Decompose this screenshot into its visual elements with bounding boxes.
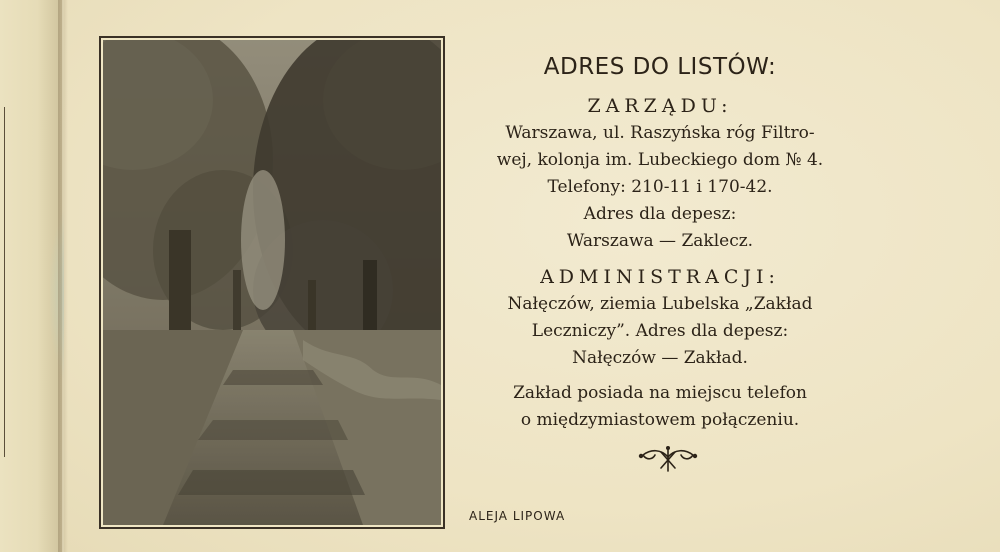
left-page <box>0 0 62 552</box>
management-line: Telefony: 210-11 i 170-42. <box>547 177 773 197</box>
left-page-rule <box>4 107 5 457</box>
floral-ornament-icon <box>637 443 699 477</box>
management-line: Warszawa, ul. Raszyńska róg Filtro- <box>505 123 815 143</box>
administration-line: Nałęczów, ziemia Lubelska „Zakład <box>507 294 813 314</box>
management-line: Warszawa — Zaklecz. <box>566 231 754 251</box>
administration-line: Leczniczy”. Adres dla depesz: <box>531 321 789 341</box>
administration-line: Nałęczów — Zakład. <box>572 348 748 368</box>
alley-photo <box>99 36 445 529</box>
alley-photo-image <box>103 40 441 525</box>
address-block <box>470 50 850 434</box>
address-heading: ADRES DO LISTÓW: <box>543 54 777 80</box>
telephone-note-line: o międzymiastowem połączeniu. <box>520 410 800 430</box>
administration-title: ADMINISTRACJI: <box>540 266 780 288</box>
photo-caption: ALEJA LIPOWA <box>469 509 566 523</box>
book-spine <box>58 0 68 552</box>
management-line: wej, kolonja im. Lubeckiego dom № 4. <box>496 150 824 170</box>
telephone-note-line: Zakład posiada na miejscu telefon <box>513 383 807 403</box>
management-title: ZARZĄDU: <box>587 95 733 117</box>
management-line: Adres dla depesz: <box>583 204 737 224</box>
